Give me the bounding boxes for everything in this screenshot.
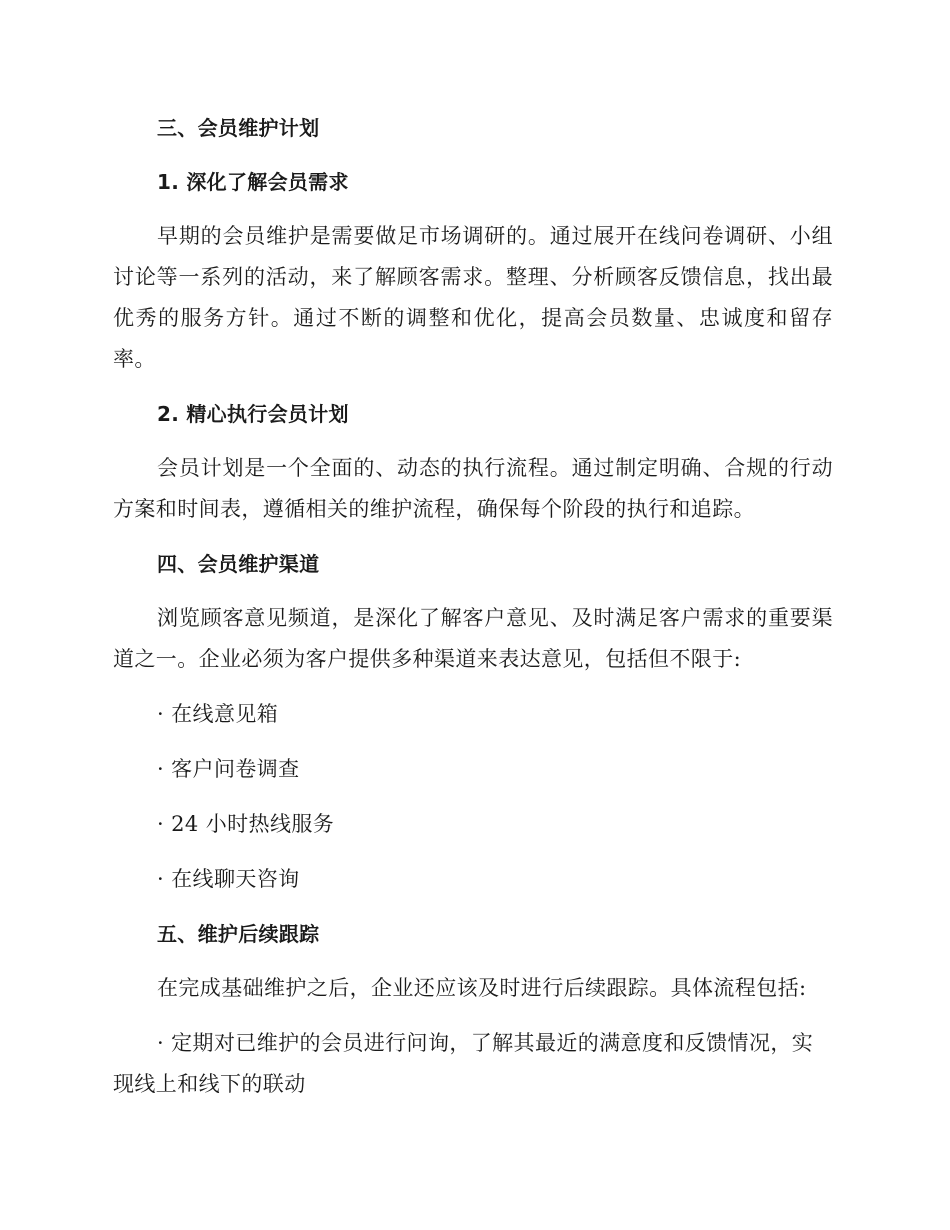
paragraph-understand-needs: 早期的会员维护是需要做足市场调研的。通过展开在线问卷调研、小组讨论等一系列的活动，来了解顾客需求。整理、分析顾客反馈信息，找出最优秀的服务方针。通过不断的调整和优化，提高会员数量、忠诚度和留存率。 xyxy=(113,224,833,371)
list-item: · 定期对已维护的会员进行问询，了解其最近的满意度和反馈情况，实现线上和线下的联动 xyxy=(113,1031,814,1096)
paragraph-follow-up: 在完成基础维护之后，企业还应该及时进行后续跟踪。具体流程包括: xyxy=(157,976,807,1000)
subheading-execute-plan: 2. 精心执行会员计划 xyxy=(157,402,349,426)
paragraph-channels: 浏览顾客意见频道，是深化了解客户意见、及时满足客户需求的重要渠道之一。企业必须为客户提供多种渠道来表达意见，包括但不限于: xyxy=(113,606,833,671)
paragraph-execute-plan: 会员计划是一个全面的、动态的执行流程。通过制定明确、合规的行动方案和时间表，遵循相关的维护流程，确保每个阶段的执行和追踪。 xyxy=(113,456,833,521)
document-page xyxy=(113,108,833,1119)
section-heading-follow-up: 五、维护后续跟踪 xyxy=(157,922,320,946)
subheading-understand-needs: 1. 深化了解会员需求 xyxy=(157,170,349,194)
section-heading-channels: 四、会员维护渠道 xyxy=(157,552,320,576)
list-item: · 在线聊天咨询 xyxy=(157,867,300,891)
list-item: · 24 小时热线服务 xyxy=(157,812,335,836)
list-item: · 在线意见箱 xyxy=(157,702,279,726)
list-item: · 客户问卷调查 xyxy=(157,757,300,781)
section-heading-member-plan: 三、会员维护计划 xyxy=(157,116,320,140)
